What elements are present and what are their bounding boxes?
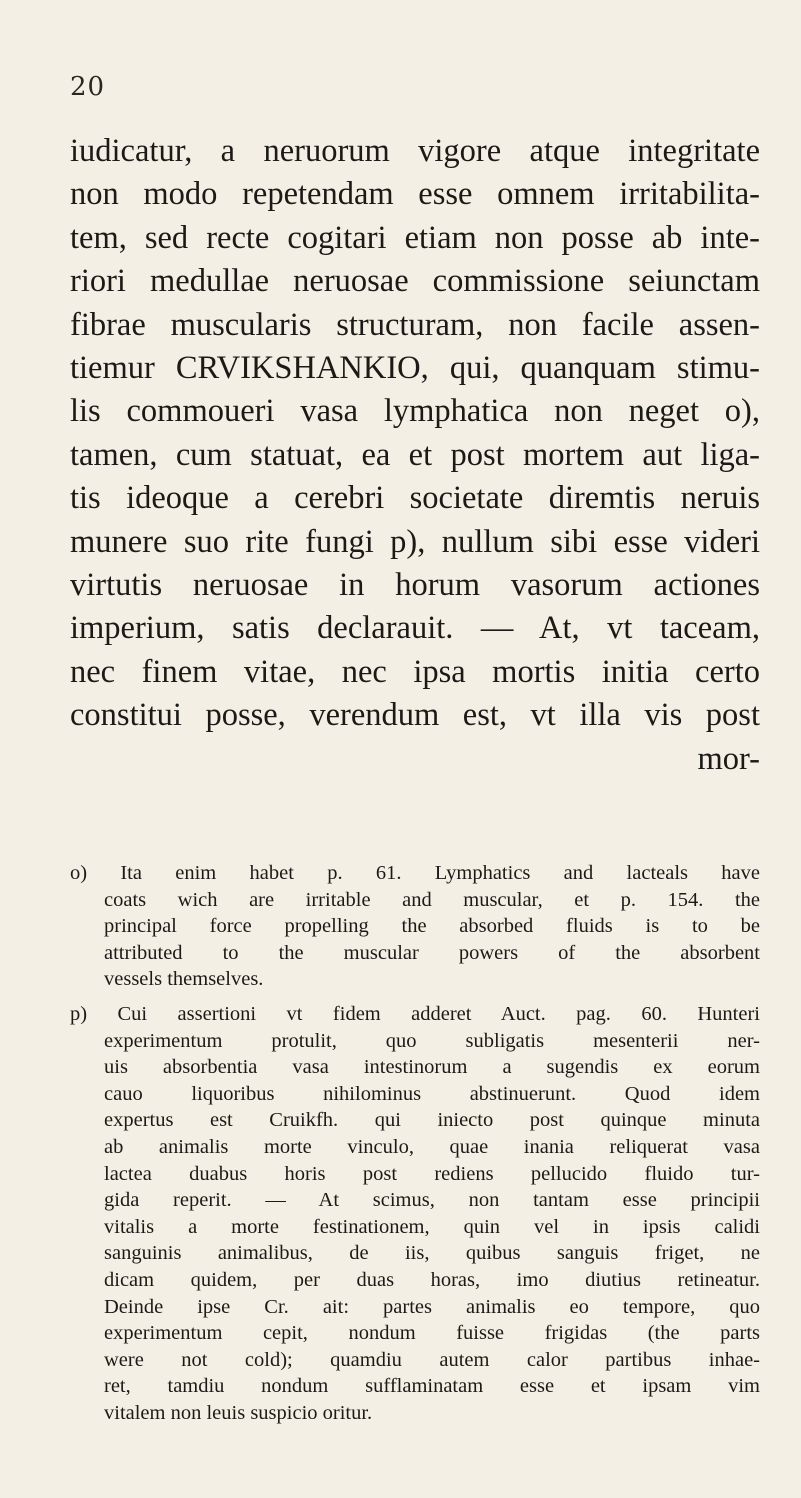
footnote-line: lactea duabus horis post rediens pellucido fluido tur- bbox=[104, 1162, 760, 1185]
footnote-line: vessels themselves. bbox=[104, 968, 264, 991]
footnote-line: vitalem non leuis suspicio oritur. bbox=[104, 1401, 373, 1424]
footnote-line: uis absorbentia vasa intestinorum a sugendis ex eorum bbox=[104, 1056, 760, 1079]
footnote-line: sanguinis animalibus, de iis, quibus sanguis friget, ne bbox=[104, 1242, 760, 1265]
footnote-line: principal force propelling the absorbed fluids is to be bbox=[104, 915, 760, 938]
main-text-block bbox=[70, 130, 760, 781]
catchword: mor- bbox=[697, 740, 760, 777]
footnote-spacer bbox=[70, 993, 760, 1001]
footnote-line: attributed to the muscular powers of the absorbent bbox=[104, 941, 760, 964]
footnote-line: Deinde ipse Cr. ait: partes animalis eo tempore, quo bbox=[104, 1295, 760, 1318]
footnote-line: ret, tamdiu nondum sufflaminatam esse et ipsam vim bbox=[104, 1375, 760, 1398]
footnote-line: o) Ita enim habet p. 61. Lymphatics and lacteals have bbox=[70, 862, 760, 884]
footnote-line: experimentum cepit, nondum fuisse frigidas (the parts bbox=[104, 1322, 760, 1345]
footnote-line: ab animalis morte vinculo, quae inania reliquerat vasa bbox=[104, 1135, 760, 1158]
footnote-line: were not cold); quamdiu autem calor partibus inhae- bbox=[104, 1348, 760, 1371]
main-text-line: fibrae muscularis structuram, non facile assen- bbox=[70, 306, 760, 343]
main-text-line: nec finem vitae, nec ipsa mortis initia certo bbox=[70, 653, 760, 690]
main-text-line: tamen, cum statuat, ea et post mortem aut liga- bbox=[70, 436, 760, 473]
footnote-line: experimentum protulit, quo subligatis mesenterii ner- bbox=[104, 1029, 760, 1052]
footnote-p bbox=[70, 1001, 760, 1427]
main-text-line: tem, sed recte cogitari etiam non posse ab inte- bbox=[70, 219, 760, 256]
page-number: 20 bbox=[70, 72, 106, 102]
main-text-line: non modo repetendam esse omnem irritabilita- bbox=[70, 176, 760, 213]
main-text-line: munere suo rite fungi p), nullum sibi esse videri bbox=[70, 523, 760, 560]
main-text-line: iudicatur, a neruorum vigore atque integritate bbox=[70, 133, 760, 169]
main-text-line: tis ideoque a cerebri societate diremtis neruis bbox=[70, 480, 760, 517]
footnotes bbox=[70, 860, 760, 1426]
footnote-line: dicam quidem, per duas horas, imo diutius retineatur. bbox=[104, 1268, 760, 1291]
main-text-line: tiemur CRVIKSHANKIO, qui, quanquam stimu- bbox=[70, 350, 760, 387]
main-text-line: constitui posse, verendum est, vt illa vis post bbox=[70, 697, 760, 734]
footnote-o bbox=[70, 860, 760, 993]
footnote-line: cauo liquoribus nihilominus abstinuerunt. Quod idem bbox=[104, 1082, 760, 1105]
footnote-line: gida reperit. — At scimus, non tantam esse principii bbox=[104, 1189, 760, 1212]
footnote-line: vitalis a morte festinationem, quin vel in ipsis calidi bbox=[104, 1215, 760, 1238]
main-text-line: virtutis neruosae in horum vasorum actiones bbox=[70, 567, 760, 604]
main-text-line: imperium, satis declarauit. — At, vt taceam, bbox=[70, 610, 760, 647]
footnote-line: expertus est Cruikfh. qui iniecto post quinque minuta bbox=[104, 1109, 760, 1132]
main-text-line: lis commoueri vasa lymphatica non neget o), bbox=[70, 393, 760, 430]
footnote-line: p) Cui assertioni vt fidem adderet Auct. pag. 60. Hunteri bbox=[70, 1002, 760, 1025]
main-text-line: riori medullae neruosae commissione seiunctam bbox=[70, 263, 760, 300]
footnote-line: coats wich are irritable and muscular, et p. 154. the bbox=[104, 888, 760, 911]
